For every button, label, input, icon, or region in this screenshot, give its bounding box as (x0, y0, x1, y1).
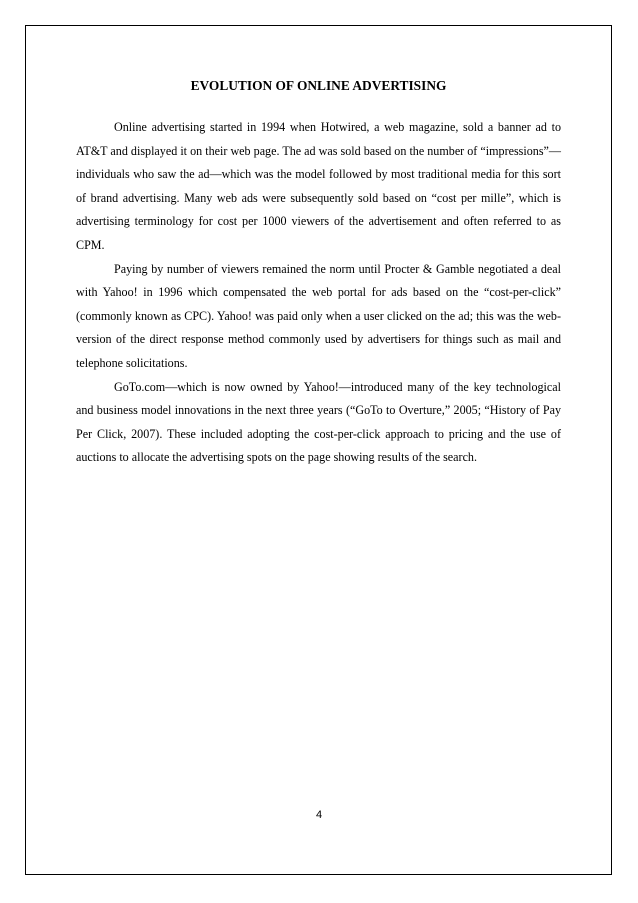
page-number: 4 (315, 809, 323, 821)
page-title: EVOLUTION OF ONLINE ADVERTISING (190, 78, 447, 93)
paragraph-1: Online advertising started in 1994 when Hotwired, a web magazine, sold a banner ad to AT&T and displayed it on their web page. The ad was sold based on the number of “impressions”— individuals who saw the ad—which was the model followed by most traditional media for this sort of brand advertising. Many web ads were subsequently sold based on “cost per mille”, which is advertising terminology for cost per 1000 viewers of the advertisement and often referred to as CPM. (76, 120, 561, 252)
page-content (76, 76, 561, 470)
paragraph-3: GoTo.com—which is now owned by Yahoo!—introduced many of the key technological and business model innovations in the next three years (“GoTo to Overture,” 2005; “History of Pay Per Click, 2007). These included adopting the cost-per-click approach to pricing and the use of auctions to allocate the advertising spots on the page showing results of the search. (76, 379, 561, 465)
paragraph-2: Paying by number of viewers remained the norm until Procter & Gamble negotiated a deal with Yahoo! in 1996 which compensated the web portal for ads based on the “cost-per-click” (commonly known as CPC). Yahoo! was paid only when a user clicked on the ad; this was the web-version of the direct response method commonly used by advertisers for things such as mail and telephone solicitations. (76, 261, 561, 370)
